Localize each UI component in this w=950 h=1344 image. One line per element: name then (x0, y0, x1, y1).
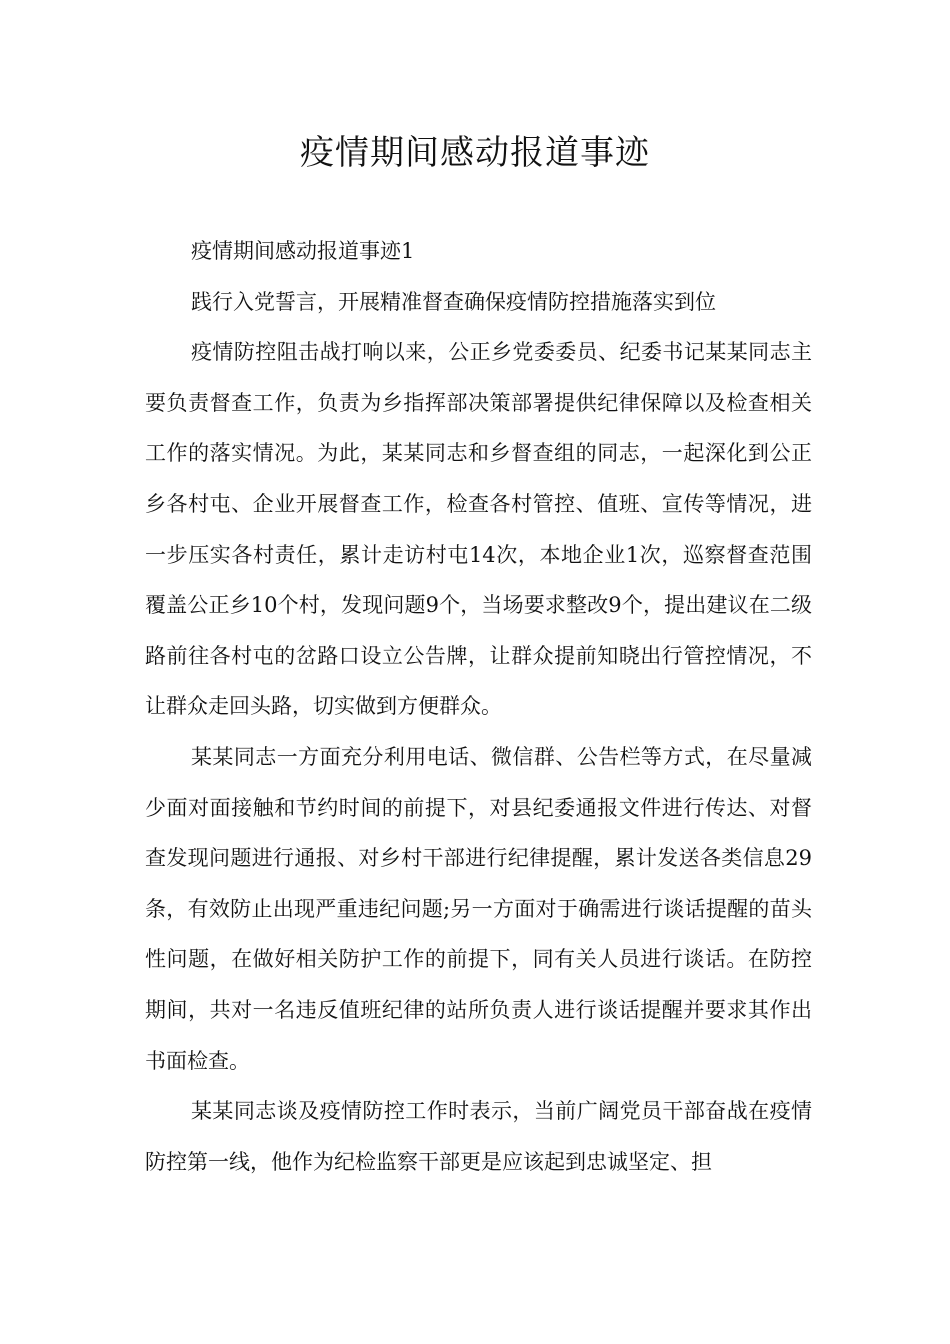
body-paragraph: 某某同志谈及疫情防控工作时表示，当前广阔党员干部奋战在疫情防控第一线，他作为纪检监察干部更是应该起到忠诚坚定、担 (145, 1099, 812, 1174)
body-paragraph: 疫情防控阻击战打响以来，公正乡党委委员、纪委书记某某同志主要负责督查工作，负责为乡指挥部决策部署提供纪律保障以及检查相关工作的落实情况。为此，某某同志和乡督查组的同志，一起深化到公正乡各村屯、企业开展督查工作，检查各村管控、值班、宣传等情况，进一步压实各村责任，累计走访村屯14次，本地企业1次，巡察督查范围覆盖公正乡10个村，发现问题9个，当场要求整改9个，提出建议在二级路前往各村屯的岔路口设立公告牌，让群众提前知晓出行管控情况，不让群众走回头路，切实做到方便群众。 (145, 340, 812, 719)
body-paragraph: 某某同志一方面充分利用电话、微信群、公告栏等方式，在尽量减少面对面接触和节约时间的前提下，对县纪委通报文件进行传达、对督查发现问题进行通报、对乡村干部进行纪律提醒，累计发送各类信息29条，有效防止出现严重违纪问题;另一方面对于确需进行谈话提醒的苗头性问题，在做好相关防护工作的前提下，同有关人员进行谈话。在防控期间，共对一名违反值班纪律的站所负责人进行谈话提醒并要求其作出书面检查。 (145, 744, 812, 1073)
subheading: 践行入党誓言，开展精准督查确保疫情防控措施落实到位 (191, 289, 716, 314)
document-title: 疫情期间感动报道事迹 (300, 133, 650, 173)
document-body (145, 226, 812, 1187)
section-heading: 疫情期间感动报道事迹1 (191, 239, 415, 263)
